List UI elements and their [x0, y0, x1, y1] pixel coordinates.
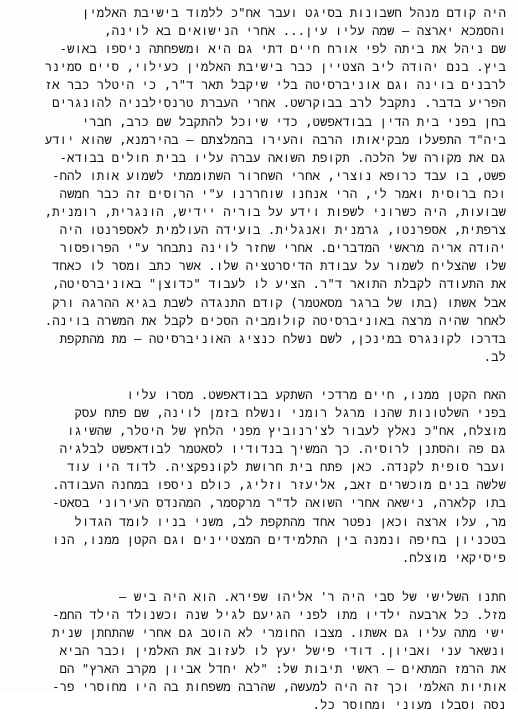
paragraph-spacer: [14, 366, 506, 386]
text-line: בטכניון בחיפה ונמנה בין התלמידים המצטיינים וגם הקטן ממנו, הנו: [52, 531, 506, 547]
text-line: והסמכא יארצה – שמה עליו עין... אחרי הנישואים בא לוינה,: [104, 23, 506, 39]
text-line: גם את מקורה של הלכה. תקופת השואה עברה עליו בבית חולים בבודא-: [59, 149, 506, 165]
text-line: וכח ברוסית ואמר לי, הרי אנחנו שוחררנו ע"י הרוסים זה כבר חמשה: [59, 185, 506, 201]
text-line: היה קודם מנהל חשבונות בסיגט ועבר אח"כ ללמוד בישיבת האלמין: [81, 5, 506, 20]
text-line: את התעודה לקבלת התואר ד"ר. הציע לו לעבוד "כדוצן" באוניברסיטה,: [52, 276, 506, 292]
text-line: לאחר שהיה מרצה באוניברסיטה קולומביה הסכים לקבל את המשרה בוינה.: [44, 312, 506, 328]
text-line: לב.: [483, 348, 506, 364]
text-line: את הרמז המתאים – ראשי תיבות של: "לא יחדל אביון מקרב הארץ" הם: [59, 661, 506, 677]
text-line: ונשאר עני ואביון. דודי פישל יעץ לו לעזוב את האלמין וכבר הביא: [59, 643, 506, 659]
text-line: ביץ. בנם יהודה ליב הצטיין כבר בישיבת האלמין כעילוי, סיים סמינר: [44, 59, 506, 75]
text-line: ביה"ד התפעלו מבקיאותו הרבה והעירו בהמלצתם – בהירמנא, שהוא יודע: [44, 131, 506, 147]
text-line: שלו שהצליח לשמור על עבודת הדיסרטציה שלו. אשר כתב ומסר לו כאחד: [52, 258, 506, 274]
text-line: אותיות האלמי וכך זה היה למעשה, שהרבה משפחות בה היו מחוסרי פר-: [52, 679, 506, 695]
paragraph-eliyahu-shapira: [14, 588, 506, 714]
text-line: בדרכו לקונגרס במינכן, לשם נשלח כנציג האוניברסיטה – מת מהתקפת: [59, 330, 506, 346]
paragraph-spacer: [14, 567, 506, 588]
text-line: מזל. כל ארבעה ילדיו מתו לפני הגיעם לגיל שנה וכשנולד הילד החמ-: [52, 606, 506, 622]
text-line: נסה וסבלו מעוני ומחוסר כל.: [312, 697, 506, 713]
text-line: גם פה והסתנן לרוסיה. כך המשיך בנדודיו לסאטמר לבודאפשט לבלגיה: [59, 441, 506, 457]
paragraph-chaim-mordechai: [14, 386, 506, 567]
text-line: הפריע בדבר. נתקבל לרב בבוקרשט. אחרי העברת טרנסילבניה להונגרים: [52, 95, 506, 111]
text-line: אבל אשתו (בתו של ברגר מסאטמר) קודם התנגדה לשבת בגיא ההרגה ורק: [52, 294, 506, 310]
text-line: יהודה אריה מראשי המדברים. אחרי שחזר לוינה נתבחר ע"י הפרופסור: [59, 240, 506, 256]
paragraph-lichtenstein-family: [14, 4, 506, 366]
text-line: צרפתית, אספרנטו, גרמנית ואנגלית. בועידה העולמית לאספרנטו היה: [59, 222, 506, 238]
text-line: ועבר סופית לקנדה. כאן פתח בית חרושת לקונפקציה. לדוד היו עוד: [67, 459, 506, 475]
text-line: שבועות, היה כשרוני לשפות וידע על בוריה יידיש, הונגרית, רומנית,: [44, 204, 506, 220]
text-line: פיסיקאי מוצלח.: [401, 549, 506, 565]
text-line: שלשה בנים מוכשרים זאב, אליעזר וזליג, כולם ניספו במחנה העבודה.: [52, 477, 506, 493]
text-line: חתנו השלישי של סבי היה ר' אליהו שפירא. הוא היה ביש –: [119, 588, 506, 604]
text-line: מר, עלו ארצה וכאן נפטר אחד מהתקפת לב, משני בניו לומד הגדול: [74, 513, 506, 529]
text-line: מוצלח, אח"כ נאלץ לעבור לצ'רנוביץ מפני הלחץ של היטלר, שהשיגו: [66, 423, 506, 439]
text-line: האח הקטן ממנו, חיים מרדכי השתקע בבודאפשט. מסרו עליו: [126, 386, 506, 402]
text-line: בתו קלארה, נישאה אחרי השואה לד"ר מרקסמר, המהנדס העירוני בסאט-: [52, 495, 506, 511]
text-line: שם ניהל את ביתה לפי אורח חיים דתי גם היא ומשפחתה ניספו באוש-: [59, 41, 506, 57]
text-line: פשט, בו עבד כרופא נוצרי, אחרי השחרור השתוממתי לשמוע אותו להח-: [52, 167, 506, 183]
text-line: ישי מתה עליו גם אשתו. מצבו החומרי לא הוטב גם אחרי שהתחתן שנית: [52, 625, 506, 640]
text-line: בפני השלטונות שהנו מרגל רומני ונשלח בזמן לוינה, שם פתח עסק: [74, 404, 506, 420]
text-line: בחן בפני בית הדין בבודאפשט, כדי שיוכל להתקבל שם כרב, חברי: [81, 113, 506, 129]
text-line: לרבנים בוינה וגם אוניברסיטה בלי שיקבל תאר ד"ר, כי היטלר כבר אז: [44, 77, 506, 93]
